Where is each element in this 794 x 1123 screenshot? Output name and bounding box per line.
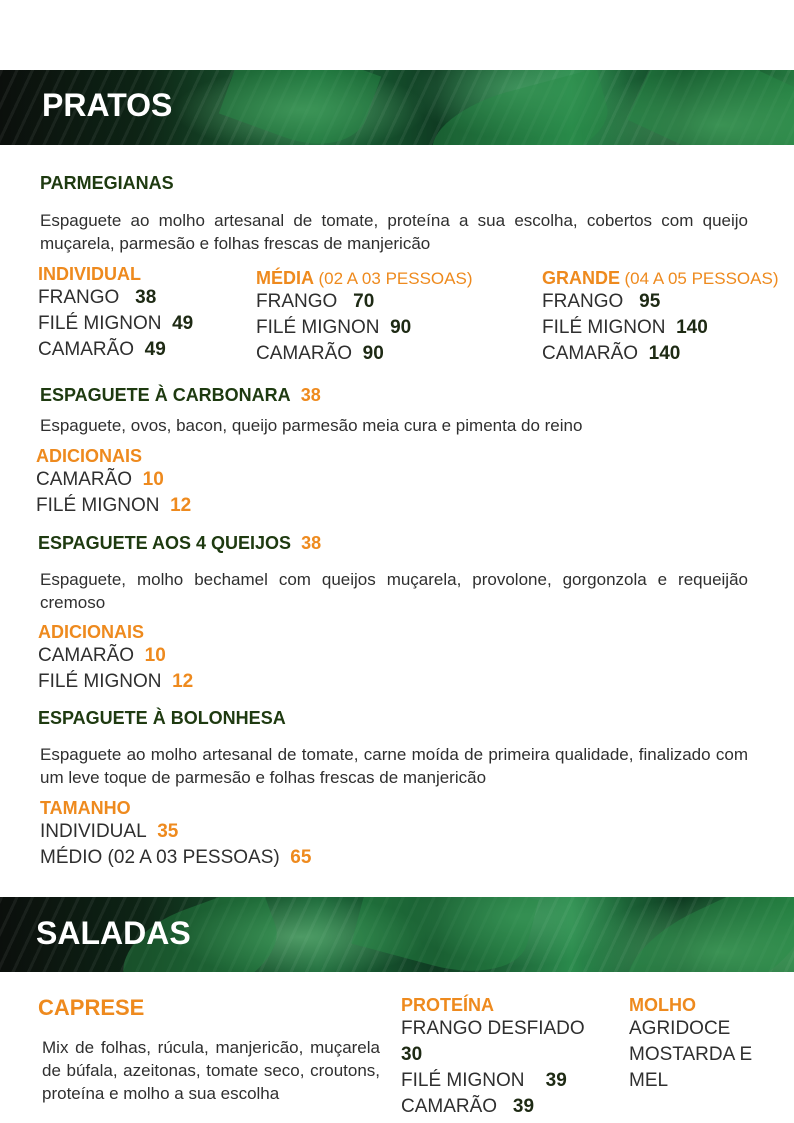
list-item: FILÉ MIGNON 12 [38, 671, 194, 692]
list-item: INDIVIDUAL 35 [40, 821, 179, 842]
extras-label: ADICIONAIS [38, 622, 145, 642]
list-item: CAMARÃO 39 [401, 1096, 535, 1117]
list-item: CAMARÃO 49 [38, 339, 166, 360]
pratos-title: PRATOS [42, 87, 173, 123]
size-label: TAMANHO [40, 798, 131, 818]
queijos-heading: ESPAGUETE AOS 4 QUEIJOS 38 [38, 533, 322, 553]
list-item: FILÉ MIGNON 39 [401, 1070, 567, 1091]
bolonhesa-heading: ESPAGUETE À BOLONHESA [38, 708, 286, 728]
carbonara-price: 38 [300, 385, 321, 405]
list-item: FRANGO 70 [256, 291, 375, 312]
size-label: MÉDIA (02 A 03 PESSOAS) [256, 268, 473, 288]
bolonhesa-sizes [40, 798, 400, 871]
list-item: FRANGO 95 [542, 291, 661, 312]
carbonara-description: Espaguete, ovos, bacon, queijo parmesão meia cura e pimenta do reino [40, 416, 583, 435]
molho-list [629, 995, 789, 1094]
carbonara-heading: ESPAGUETE À CARBONARA 38 [40, 385, 321, 405]
list-item: FILÉ MIGNON 140 [542, 317, 708, 338]
list-item: AGRIDOCE [629, 1018, 731, 1039]
size-column-media [256, 268, 516, 367]
saladas-banner [0, 897, 794, 972]
saladas-title: SALADAS [36, 915, 191, 951]
caprese-description: Mix de folhas, rúcula, manjericão, muçarela de búfala, azeitonas, tomate seco, croutons, proteína e molho a sua escolha [42, 1038, 380, 1103]
list-item: CAMARÃO 90 [256, 343, 384, 364]
caprese-heading: CAPRESE [38, 995, 145, 1020]
proteina-list [401, 995, 621, 1120]
carbonara-extras [36, 446, 336, 519]
parmegianas-heading: PARMEGIANAS [40, 173, 174, 193]
list-item: FRANGO 38 [38, 287, 157, 308]
list-item: MÉDIO (02 A 03 PESSOAS) 65 [40, 847, 312, 868]
list-item: FRANGO DESFIADO 30 [401, 1018, 585, 1065]
list-item: CAMARÃO 10 [36, 469, 164, 490]
size-label: INDIVIDUAL [38, 264, 141, 284]
proteina-label: PROTEÍNA [401, 995, 495, 1015]
list-item: CAMARÃO 140 [542, 343, 681, 364]
list-item: FILÉ MIGNON 12 [36, 495, 192, 516]
queijos-description: Espaguete, molho bechamel com queijos muçarela, provolone, gorgonzola e requeijão cremoso [40, 570, 748, 612]
list-item: FILÉ MIGNON 49 [38, 313, 194, 334]
queijos-extras [38, 622, 338, 695]
size-column-grande [542, 268, 787, 367]
extras-label: ADICIONAIS [36, 446, 143, 466]
size-label: GRANDE (04 A 05 PESSOAS) [542, 268, 779, 288]
parmegianas-description: Espaguete ao molho artesanal de tomate, proteína a sua escolha, cobertos com queijo muçarela, parmesão e folhas frescas de manjericão [40, 211, 748, 253]
list-item: FILÉ MIGNON 90 [256, 317, 412, 338]
size-column-individual [38, 264, 238, 363]
queijos-price: 38 [301, 533, 322, 553]
list-item: CAMARÃO 10 [38, 645, 166, 666]
molho-label: MOLHO [629, 995, 696, 1015]
pratos-banner [0, 70, 794, 145]
list-item: MOSTARDA E MEL [629, 1044, 753, 1091]
bolonhesa-description: Espaguete ao molho artesanal de tomate, carne moída de primeira qualidade, finalizado com um leve toque de parmesão e folhas frescas de manjericão [40, 745, 748, 787]
